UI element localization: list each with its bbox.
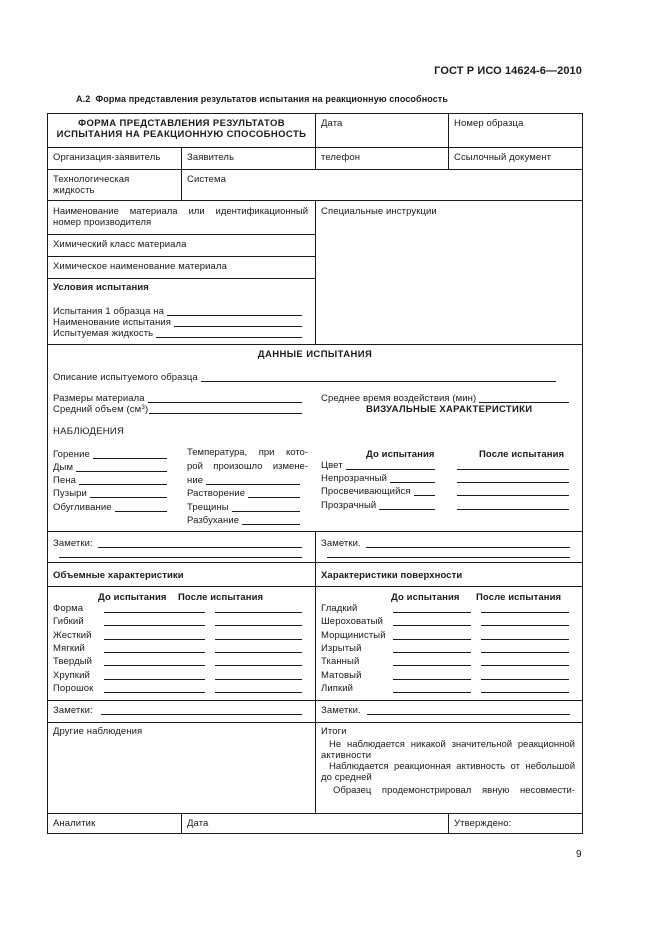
field-label: Заметки. xyxy=(321,705,361,716)
fill-line xyxy=(457,495,569,496)
field-label: Среднее время воздействия (мин) xyxy=(321,393,477,404)
fill-line xyxy=(167,315,302,316)
surface-notes-field xyxy=(321,705,570,716)
field-label: Трещины xyxy=(187,502,229,513)
material-name-label-line1: Наименование материала или идентификационный xyxy=(53,206,308,217)
observation-smoke-field xyxy=(53,462,167,473)
surface-item-label: Гладкий xyxy=(321,603,358,614)
bulk-item-label: Хрупкий xyxy=(53,670,90,681)
process-fluid-label-line2: жидкость xyxy=(53,185,95,196)
applicant-label: Заявитель xyxy=(187,152,235,163)
visual-characteristics-title: ВИЗУАЛЬНЫЕ ХАРАКТЕРИСТИКИ xyxy=(366,404,533,415)
fill-line xyxy=(201,381,556,382)
field-label: Наименование испытания xyxy=(53,317,171,328)
fill-line xyxy=(479,402,569,403)
other-observations-label: Другие наблюдения xyxy=(53,726,143,737)
fill-line xyxy=(215,639,302,640)
fill-line xyxy=(481,652,569,653)
form-title-line2: ИСПЫТАНИЯ НА РЕАКЦИОННУЮ СПОСОБНОСТЬ xyxy=(56,129,307,140)
results-line1: Не наблюдается никакой значительной реакционной xyxy=(329,739,575,750)
bulk-item-label: Мягкий xyxy=(53,643,85,654)
results-line2: активности xyxy=(321,750,372,761)
fill-line xyxy=(327,557,570,558)
bulk-before-header: До испытания xyxy=(98,592,167,603)
fill-line xyxy=(104,639,205,640)
results-line3: Наблюдается реакционная активность от небольшой xyxy=(329,761,575,772)
fill-line xyxy=(457,482,569,483)
fill-line xyxy=(481,679,569,680)
test-conditions-title: Условия испытания xyxy=(53,282,149,293)
material-name-label-line2: номер производителя xyxy=(53,217,152,228)
avg-volume-superscript: 3 xyxy=(141,404,145,411)
phone-label: телефон xyxy=(321,152,361,163)
test-name-field xyxy=(53,317,302,328)
fill-line xyxy=(481,692,569,693)
fill-line xyxy=(393,639,471,640)
standard-designation: ГОСТ Р ИСО 14624-6—2010 xyxy=(434,65,582,77)
applicant-organization-label: Организация-заявитель xyxy=(53,152,161,163)
fill-line xyxy=(248,497,300,498)
fill-line xyxy=(115,511,167,512)
fill-line xyxy=(59,557,302,558)
approved-label: Утверждено: xyxy=(454,818,512,829)
chemical-name-label: Химическое наименование материала xyxy=(53,261,227,272)
field-label: ние xyxy=(187,475,204,486)
fill-line xyxy=(76,471,167,472)
temperature-change-field xyxy=(187,475,300,486)
results-line5: Образец продемонстрировал явную несовмести- xyxy=(333,785,575,796)
field-label: Горение xyxy=(53,449,90,460)
fill-line xyxy=(393,679,471,680)
date-label: Дата xyxy=(321,118,343,129)
observation-swelling-field xyxy=(187,515,300,526)
form-title-line1: ФОРМА ПРЕДСТАВЛЕНИЯ РЕЗУЛЬТАТОВ xyxy=(77,118,285,129)
field-label: Обугливание xyxy=(53,502,112,513)
temperature-label-line1: Температура, при кото- xyxy=(187,447,308,458)
fill-line xyxy=(393,625,471,626)
field-label: Пена xyxy=(53,475,77,486)
fill-line xyxy=(393,652,471,653)
fill-line xyxy=(481,612,569,613)
cell-system xyxy=(181,169,583,201)
chemical-class-label: Химический класс материала xyxy=(53,239,187,250)
visual-color-field xyxy=(321,460,435,471)
fill-line xyxy=(206,484,300,485)
surface-before-header: До испытания xyxy=(391,592,460,603)
surface-characteristics-title: Характеристики поверхности xyxy=(321,570,463,581)
temperature-label-line2: рой произошло измене- xyxy=(187,461,308,472)
fill-line xyxy=(149,413,302,414)
fill-line xyxy=(98,547,302,548)
page-number: 9 xyxy=(576,849,582,860)
fill-line xyxy=(104,679,205,680)
sample-number-label: Номер образца xyxy=(454,118,524,129)
visual-translucent-field xyxy=(321,486,435,497)
fill-line xyxy=(393,612,471,613)
fill-line xyxy=(393,692,471,693)
fill-line xyxy=(215,665,302,666)
field-label: Цвет xyxy=(321,460,343,471)
fill-line xyxy=(104,692,205,693)
visual-transparent-field xyxy=(321,500,435,511)
fill-line xyxy=(414,495,435,496)
observation-charring-field xyxy=(53,502,167,513)
fill-line xyxy=(481,639,569,640)
fill-line xyxy=(215,625,302,626)
visual-opaque-field xyxy=(321,473,435,484)
field-label: Непрозрачный xyxy=(321,473,387,484)
field-label: Испытуемая жидкость xyxy=(53,328,154,339)
observation-dissolution-field xyxy=(187,488,300,499)
fill-line xyxy=(393,665,471,666)
field-label: Описание испытуемого образца xyxy=(53,372,198,383)
test-notes-right-field xyxy=(321,538,570,549)
test-fluid-field xyxy=(53,328,302,339)
field-label: Заметки: xyxy=(53,538,93,549)
bulk-item-label: Жесткий xyxy=(53,630,92,641)
field-label: Дым xyxy=(53,462,74,473)
fill-line xyxy=(390,482,435,483)
surface-after-header: После испытания xyxy=(476,592,562,603)
fill-line xyxy=(481,625,569,626)
surface-item-label: Изрытый xyxy=(321,643,362,654)
reference-document-label: Ссылочный документ xyxy=(454,152,552,163)
cell-signoff-date xyxy=(181,813,449,834)
test-notes-left-field xyxy=(53,538,302,549)
cell-special-instructions xyxy=(315,200,583,345)
observations-title: НАБЛЮДЕНИЯ xyxy=(53,426,125,437)
process-fluid-label-line1: Технологическая xyxy=(53,174,130,185)
fill-line xyxy=(174,326,302,327)
field-label: Испытания 1 образца на xyxy=(53,306,164,317)
test-data-title: ДАННЫЕ ИСПЫТАНИЯ xyxy=(257,349,373,360)
surface-item-label: Тканный xyxy=(321,656,360,667)
observation-cracks-field xyxy=(187,502,300,513)
avg-volume-close: ) xyxy=(144,404,149,415)
field-label: Прозрачный xyxy=(321,500,377,511)
field-label: Размеры материала xyxy=(53,393,145,404)
field-label: Пузыри xyxy=(53,488,87,499)
fill-line xyxy=(232,511,300,512)
results-title: Итоги xyxy=(321,726,347,737)
surface-item-label: Липкий xyxy=(321,683,354,694)
bulk-item-label: Порошок xyxy=(53,683,94,694)
fill-line xyxy=(379,509,435,510)
fill-line xyxy=(90,497,167,498)
fill-line xyxy=(367,714,570,715)
bulk-after-header: После испытания xyxy=(178,592,264,603)
fill-line xyxy=(156,337,302,338)
fill-line xyxy=(457,469,569,470)
fill-line xyxy=(366,547,570,548)
fill-line xyxy=(104,652,205,653)
avg-volume-field xyxy=(53,404,302,415)
fill-line xyxy=(215,612,302,613)
system-label: Система xyxy=(187,174,226,185)
samples-per-test-field xyxy=(53,306,302,317)
fill-line xyxy=(215,692,302,693)
bulk-notes-field xyxy=(53,705,302,716)
fill-line xyxy=(346,469,435,470)
avg-volume-text: Средний объем (см xyxy=(53,404,142,415)
surface-item-label: Матовый xyxy=(321,670,362,681)
avg-exposure-time-field xyxy=(321,393,569,404)
results-line4: до средней xyxy=(321,772,372,783)
special-instructions-label: Специальные инструкции xyxy=(321,206,437,217)
fill-line xyxy=(101,714,302,715)
signoff-date-label: Дата xyxy=(187,818,209,829)
observation-burning-field xyxy=(53,449,167,460)
bulk-item-label: Твердый xyxy=(53,656,93,667)
surface-item-label: Шероховатый xyxy=(321,616,383,627)
field-label: Просвечивающийся xyxy=(321,486,411,497)
surface-item-label: Морщинистый xyxy=(321,630,386,641)
bulk-item-label: Форма xyxy=(53,603,84,614)
fill-line xyxy=(104,612,205,613)
fill-line xyxy=(104,665,205,666)
fill-line xyxy=(148,402,302,403)
visual-before-header: До испытания xyxy=(366,449,435,460)
observation-bubbles-field xyxy=(53,488,167,499)
fill-line xyxy=(457,509,569,510)
field-label: Заметки: xyxy=(53,705,93,716)
fill-line xyxy=(104,625,205,626)
field-label: Заметки. xyxy=(321,538,361,549)
observation-foam-field xyxy=(53,475,167,486)
fill-line xyxy=(215,652,302,653)
sample-description-field xyxy=(53,372,556,383)
field-label: Растворение xyxy=(187,488,246,499)
field-label: Разбухание xyxy=(187,515,240,526)
section-title: А.2 Форма представления результатов испытания на реакционную способность xyxy=(76,94,448,104)
fill-line xyxy=(481,665,569,666)
fill-line xyxy=(242,524,300,525)
analyst-label: Аналитик xyxy=(53,818,96,829)
bulk-characteristics-title: Объемные характеристики xyxy=(53,570,184,581)
fill-line xyxy=(215,679,302,680)
visual-after-header: После испытания xyxy=(479,449,565,460)
field-label xyxy=(53,402,148,415)
fill-line xyxy=(93,458,167,459)
bulk-item-label: Гибкий xyxy=(53,616,84,627)
fill-line xyxy=(79,484,167,485)
